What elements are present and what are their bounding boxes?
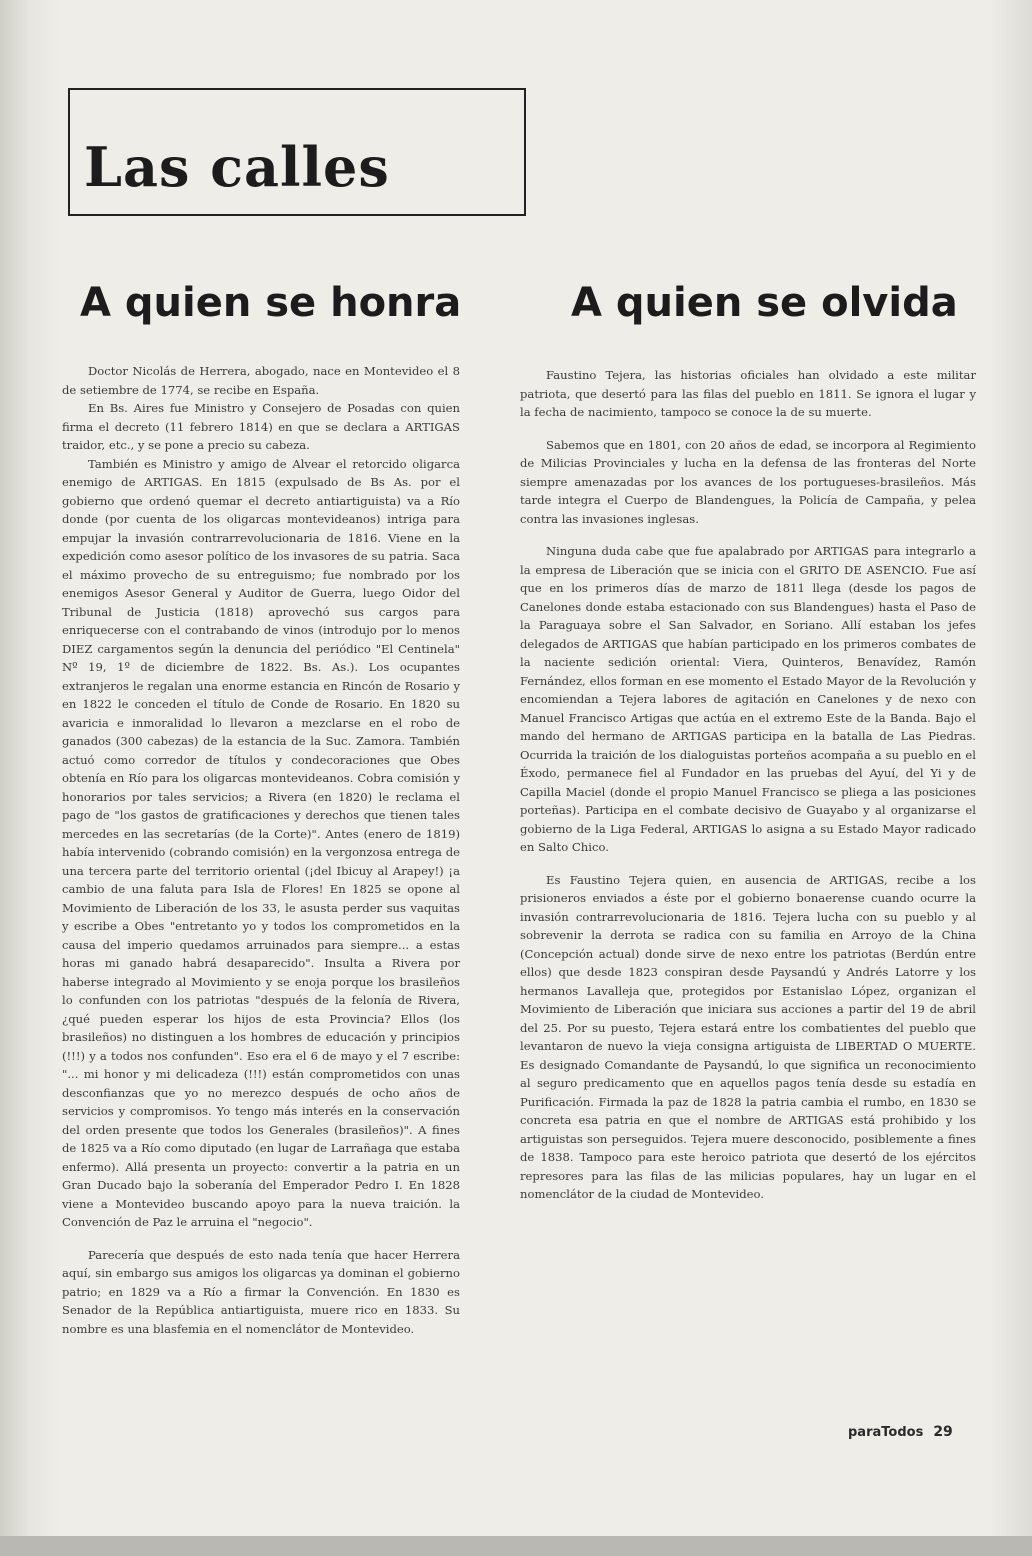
article-paragraph: Parecería que después de esto nada tenía que hacer Herrera aquí, sin embargo sus amigos los oligarcas ya dominan el gobierno patrio; en 1829 va a Río a firmar la Convención. En 1830 es Senador de la República antiartiguista, muere rico en 1833. Su nombre es una blasfemia en el nomenclátor de Montevideo. — [62, 1247, 460, 1336]
magazine-name: paraTodos — [848, 1425, 924, 1440]
section-title: Las calles — [84, 135, 390, 199]
page-number: 29 — [933, 1424, 953, 1440]
article-paragraph: También es Ministro y amigo de Alvear el retorcido oligarca enemigo de ARTIGAS. En 1815 (expulsado de Bs As. por el gobierno que ordenó quemar el decreto antiartiguista) va a Río donde (por cuenta de los oligarcas montevideanos) intriga para empujar la invasión contrarrevolucionaria de 1816. Viene en la expedición como asesor político de los invasores de su patria. Saca el máximo provecho de su entreguismo; fue nombrado por los enemigos Asesor General y Auditor de Guerra, luego Oidor del Tribunal de Justicia (1818) aprovechó sus cargos para enriquecerse con el contrabando de vinos (introdujo por lo menos DIEZ cargamentos según la denuncia del periódico "El Centinela" Nº 19, 1º de diciembre de 1822. Bs. As.). Los ocupantes extranjeros le regalan una enorme estancia en Rincón de Rosario y en 1822 le conceden el título de Conde de Rosario. En 1820 su avaricia e inmoralidad lo llevaron a mezclarse en el robo de ganados (300 cabezas) de la estancia de la Suc. Zamora. También actuó como corredor de títulos y condecoraciones que Obes obtenía en Río para los oligarcas montevideanos. Cobra comisión y honorarios por tales servicios; a Rivera (en 1820) le reclama el pago de "los gastos de gratificaciones y derechos que tienen tales mercedes en las secretarías (de la Corte)". Antes (enero de 1819) había intervenido (cobrando comisión) en la vergonzosa entrega de una tercera parte del territorio oriental (¡del Ibicuy al Arapey!) ¡a cambio de una faluta para Isla de Flores! En 1825 se opone al Movimiento de Liberación de los 33, le asusta perder sus vaquitas y escribe a Obes "entretanto yo y todos los comprometidos en la causa del imperio quedamos arruinados para siempre... a estas horas mi ganado habrá desaparecido". Insulta a Rivera por haberse integrado al Movimiento y se enoja porque los brasileños lo confunden con los patriotas "después de la felonía de Rivera, ¿qué pueden esperar los hijos de esta Provincia? Ellos (los brasileños) no distinguen a los hombres de educación y principios (!!!) y a todos nos confunden". Eso era el 6 de mayo y el 7 escribe: "... mi honor y mi delicadeza (!!!) están comprometidos con unas desconfianzas que yo no merezco después de ocho años de servicios y compromisos. Yo tengo más interés en la conservación del orden presente que todos los Generales (brasileños)". A fines de 1825 va a Río como diputado (en lugar de Larrañaga que estaba enfermo). Allá presenta un proyecto: convertir a la patria en un Gran Ducado bajo la soberanía del Emperador Pedro I. En 1828 viene a Montevideo buscando apoyo para la nueva traición. la Convención de Paz le arruina el "negocio". — [62, 456, 460, 1229]
page-footer — [848, 1424, 953, 1440]
article-paragraph: En Bs. Aires fue Ministro y Consejero de Posadas con quien firma el decreto (11 febrero 1814) en que se declara a ARTIGAS traidor, etc., y se pone a precio su cabeza. — [62, 401, 460, 452]
article-paragraph: Ninguna duda cabe que fue apalabrado por ARTIGAS para integrarlo a la empresa de Liberación que se inicia con el GRITO DE ASENCIO. Fue así que en los primeros días de marzo de 1811 llega (desde los pagos de Canelones donde estaba estacionado con sus Blandengues) hasta el Paso de la Paraguaya sobre el San Salvador, en Soriano. Allí estaban los jefes delegados de ARTIGAS que habían participado en los primeros combates de la naciente sedición oriental: Viera, Quinteros, Benavídez, Ramón Fernández, ellos forman en ese momento el Estado Mayor de la Revolución y encomiendan a Tejera labores de agitación en Canelones y de nexo con Manuel Francisco Artigas que actúa en el extremo Este de la Banda. Bajo el mando del hermano de ARTIGAS participa en la batalla de Las Piedras. Ocurrida la traición de los dialoguistas porteños acompaña a su pueblo en el Éxodo, permanece fiel al Fundador en las pruebas del Ayuí, del Yi y de Capilla Maciel (donde el propio Manuel Francisco se pliega a las posiciones porteñas). Participa en el combate decisivo de Guayabo y al organizarse el gobierno de la Liga Federal, ARTIGAS lo asigna a su Estado Mayor radicado en Salto Chico. — [520, 544, 976, 854]
bottom-edge-strip — [0, 1536, 1032, 1556]
article-paragraph: Faustino Tejera, las historias oficiales han olvidado a este militar patriota, que desertó para las filas del pueblo en 1811. Se ignora el lugar y la fecha de nacimiento, tampoco se conoce la de su muerte. — [520, 368, 976, 419]
article-paragraph: Doctor Nicolás de Herrera, abogado, nace en Montevideo el 8 de setiembre de 1774, se recibe en España. — [62, 364, 460, 397]
section-title-box — [68, 88, 526, 216]
left-article-column — [62, 362, 460, 1392]
article-paragraph: Sabemos que en 1801, con 20 años de edad, se incorpora al Regimiento de Milicias Provinciales y lucha en la defensa de las fronteras del Norte siempre amenazadas por los avances de los portugueses-brasileños. Más tarde integra el Cuerpo de Blandengues, la Policía de Campaña, y pelea contra las invasiones inglesas. — [520, 437, 976, 526]
article-paragraph: Es Faustino Tejera quien, en ausencia de ARTIGAS, recibe a los prisioneros enviados a éste por el gobierno bonaerense cuando ocurre la invasión contrarrevolucionaria de 1816. Tejera lucha con su pueblo y al sobrevenir la derrota se radica con su familia en Arroyo de la China (Concepción actual) donde sirve de nexo entre los patriotas (Berdún entre ellos) que desde 1823 conspiran desde Paysandú y Andrés Latorre y los hermanos Lavalleja que, protegidos por Estanislao López, organizan el Movimiento de Liberación que iniciara sus acciones a partir del 19 de abril del 25. Por su puesto, Tejera estará entre los combatientes del pueblo que levantaron de nuevo la vieja consigna artiguista de LIBERTAD O MUERTE. Es designado Comandante de Paysandú, lo que significa un reconocimiento al seguro predicamento que en aquellos pagos tenía desde su estadía en Purificación. Firmada la paz de 1828 la patria cambia el rumbo, en 1830 se concreta esa patria en que el nombre de ARTIGAS está prohibido y los artiguistas son perseguidos. Tejera muere desconocido, posiblemente a fines de 1838. Tampoco para este heroico patriota que desertó de los ejércitos represores para las filas de las milicias populares, hay un lugar en el nomenclátor de la ciudad de Montevideo. — [520, 872, 976, 1201]
right-column-heading: A quien se olvida — [571, 280, 958, 326]
left-column-heading: A quien se honra — [80, 280, 462, 326]
right-article-column — [520, 366, 976, 1390]
